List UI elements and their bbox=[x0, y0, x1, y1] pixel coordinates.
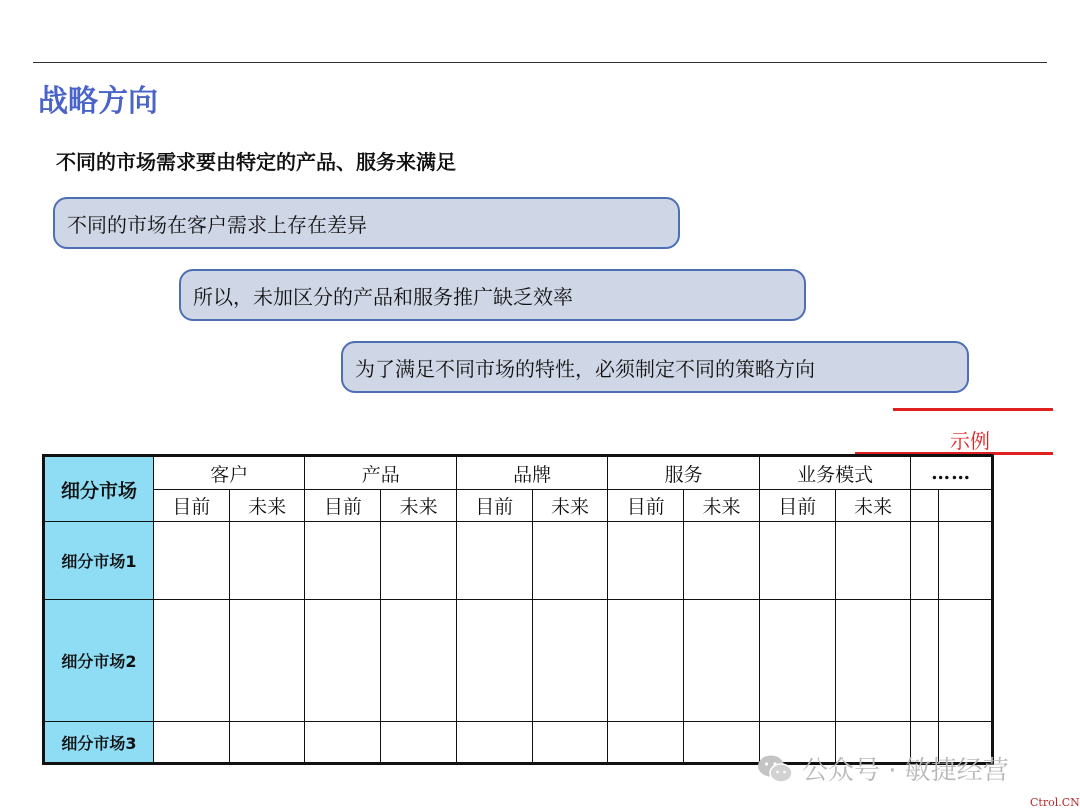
table-cell bbox=[532, 522, 608, 600]
statement-text-2: 所以，未加区分的产品和服务推广缺乏效率 bbox=[193, 284, 573, 309]
sub-header-empty bbox=[911, 490, 938, 522]
table-header-row bbox=[44, 456, 993, 490]
table-cell bbox=[229, 600, 305, 722]
group-header-brand: 品牌 bbox=[456, 456, 607, 490]
table-cell bbox=[229, 722, 305, 764]
group-header-more: …… bbox=[911, 456, 993, 490]
statement-bubble-3 bbox=[341, 341, 969, 393]
table-cell bbox=[608, 722, 684, 764]
table-cell bbox=[305, 600, 381, 722]
table-cell bbox=[154, 522, 230, 600]
group-header-service: 服务 bbox=[608, 456, 759, 490]
sub-header-empty bbox=[938, 490, 992, 522]
table-cell bbox=[911, 600, 938, 722]
sub-header-current: 目前 bbox=[608, 490, 684, 522]
table-cell bbox=[759, 522, 835, 600]
table-cell bbox=[305, 722, 381, 764]
table-cell bbox=[608, 600, 684, 722]
table-cell bbox=[305, 522, 381, 600]
table-cell bbox=[532, 722, 608, 764]
sub-header-current: 目前 bbox=[759, 490, 835, 522]
watermark-text: 公众号 · 敏捷经营 bbox=[802, 756, 1009, 786]
sub-header-future: 未来 bbox=[381, 490, 457, 522]
wechat-icon bbox=[756, 754, 794, 784]
group-header-product: 产品 bbox=[305, 456, 456, 490]
table-cell bbox=[759, 600, 835, 722]
table-cell bbox=[938, 600, 992, 722]
table-cell bbox=[532, 600, 608, 722]
table-cell bbox=[911, 522, 938, 600]
row-header-segment-3: 细分市场3 bbox=[44, 722, 154, 764]
table-cell bbox=[456, 522, 532, 600]
page-title: 战略方向 bbox=[38, 84, 158, 119]
sub-header-future: 未来 bbox=[229, 490, 305, 522]
corner-mark: Ctrol.CN bbox=[1030, 796, 1080, 809]
table-cell bbox=[835, 522, 911, 600]
statement-bubble-1 bbox=[53, 197, 680, 249]
table-cell bbox=[684, 722, 760, 764]
sub-header-future: 未来 bbox=[684, 490, 760, 522]
sub-header-future: 未来 bbox=[532, 490, 608, 522]
sub-header-current: 目前 bbox=[456, 490, 532, 522]
table-cell bbox=[381, 522, 457, 600]
statement-bubble-2 bbox=[179, 269, 806, 321]
watermark bbox=[756, 750, 1009, 787]
table-cell bbox=[456, 722, 532, 764]
table-cell bbox=[684, 600, 760, 722]
example-label: 示例 bbox=[950, 429, 990, 453]
table-cell bbox=[835, 600, 911, 722]
table-cell bbox=[381, 722, 457, 764]
table-cell bbox=[938, 522, 992, 600]
table-subheader-row bbox=[44, 490, 993, 522]
table-row bbox=[44, 522, 993, 600]
sub-header-current: 目前 bbox=[154, 490, 230, 522]
page-subtitle: 不同的市场需求要由特定的产品、服务来满足 bbox=[56, 150, 456, 174]
table-cell bbox=[229, 522, 305, 600]
table-cell bbox=[608, 522, 684, 600]
example-top-line bbox=[893, 408, 1053, 411]
row-header-segment-1: 细分市场1 bbox=[44, 522, 154, 600]
statement-text-1: 不同的市场在客户需求上存在差异 bbox=[67, 212, 367, 237]
group-header-business-model: 业务模式 bbox=[759, 456, 910, 490]
sub-header-current: 目前 bbox=[305, 490, 381, 522]
table-cell bbox=[456, 600, 532, 722]
strategy-table bbox=[42, 454, 994, 765]
table-cell bbox=[154, 600, 230, 722]
group-header-customer: 客户 bbox=[154, 456, 305, 490]
statement-text-3: 为了满足不同市场的特性，必须制定不同的策略方向 bbox=[355, 356, 815, 381]
table-cell bbox=[684, 522, 760, 600]
sub-header-future: 未来 bbox=[835, 490, 911, 522]
table-cell bbox=[154, 722, 230, 764]
corner-header: 细分市场 bbox=[44, 456, 154, 522]
row-header-segment-2: 细分市场2 bbox=[44, 600, 154, 722]
table-cell bbox=[381, 600, 457, 722]
table-row bbox=[44, 600, 993, 722]
top-divider bbox=[33, 62, 1047, 63]
